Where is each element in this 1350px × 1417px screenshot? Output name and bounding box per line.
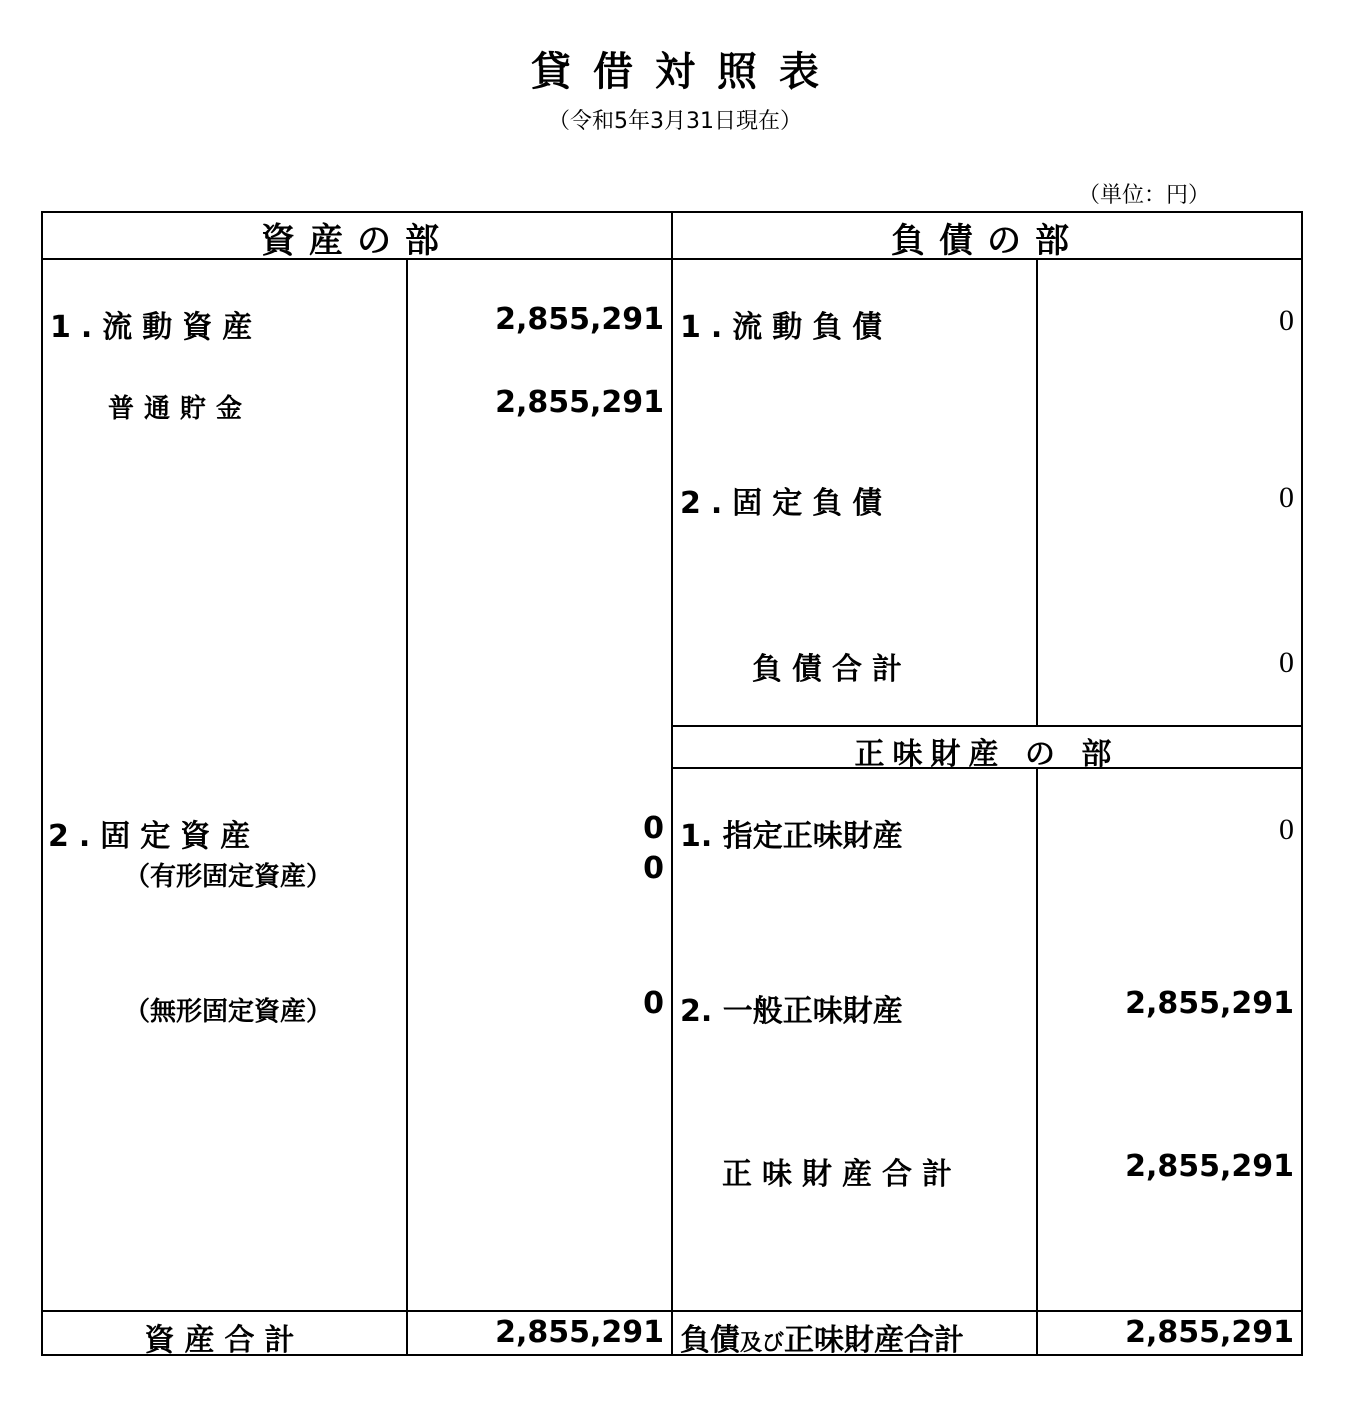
total-liabilities-amount: 0: [1279, 646, 1294, 679]
general-net-assets-label: 2. 一般正味財産: [680, 994, 903, 1029]
designated-net-assets-label: 1. 指定正味財産: [680, 819, 903, 854]
border-net-assets-top: [672, 725, 1303, 727]
border-left: [41, 211, 43, 1356]
assets-header: 資産の部: [261, 221, 453, 261]
fixed-assets-amount: 0: [643, 811, 664, 846]
current-liabilities-amount: 0: [1279, 304, 1294, 337]
border-center: [671, 211, 673, 1356]
grand-total-amount: 2,855,291: [1125, 1315, 1294, 1350]
grand-total-label: [680, 1315, 964, 1359]
grand-total-label-rest: 正味財産合計: [784, 1323, 965, 1358]
total-net-assets-amount: 2,855,291: [1125, 1149, 1294, 1184]
liabilities-header: 負債の部: [891, 221, 1083, 261]
unit-label: （単位：円）: [1078, 183, 1211, 208]
net-assets-header: 正味財産 の 部: [854, 737, 1120, 772]
fixed-liabilities-amount: 0: [1279, 481, 1294, 514]
general-net-assets-amount: 2,855,291: [1125, 986, 1294, 1021]
designated-net-assets-amount: 0: [1279, 813, 1294, 846]
intangible-assets-label: （無形固定資産）: [124, 997, 333, 1027]
border-right: [1301, 211, 1303, 1356]
grand-total-label-conj: 及び: [740, 1331, 785, 1356]
current-liabilities-label: 1.流動負債: [680, 310, 893, 345]
as-of-date: （令和5年3月31日現在）: [548, 109, 802, 134]
current-assets-amount: 2,855,291: [495, 302, 664, 337]
intangible-assets-amount: 0: [643, 986, 664, 1021]
savings-label: 普通貯金: [108, 394, 253, 424]
total-net-assets-label: 正味財産合計: [722, 1157, 962, 1192]
document-title: 貸借対照表: [531, 49, 841, 95]
fixed-assets-label: 2.固定資産: [48, 819, 261, 854]
total-liabilities-label: 負債合計: [752, 652, 912, 687]
total-assets-amount: 2,855,291: [495, 1315, 664, 1350]
current-assets-label: 1.流動資産: [50, 310, 263, 345]
border-assets-amount: [406, 258, 408, 1356]
total-assets-label: 資産合計: [144, 1323, 305, 1358]
fixed-liabilities-label: 2.固定負債: [680, 486, 893, 521]
tangible-assets-amount: 0: [643, 851, 664, 886]
savings-amount: 2,855,291: [495, 385, 664, 420]
tangible-assets-label: （有形固定資産）: [124, 862, 333, 892]
grand-total-label-main: 負債: [680, 1323, 740, 1358]
border-net-assets-amount: [1036, 767, 1038, 1356]
